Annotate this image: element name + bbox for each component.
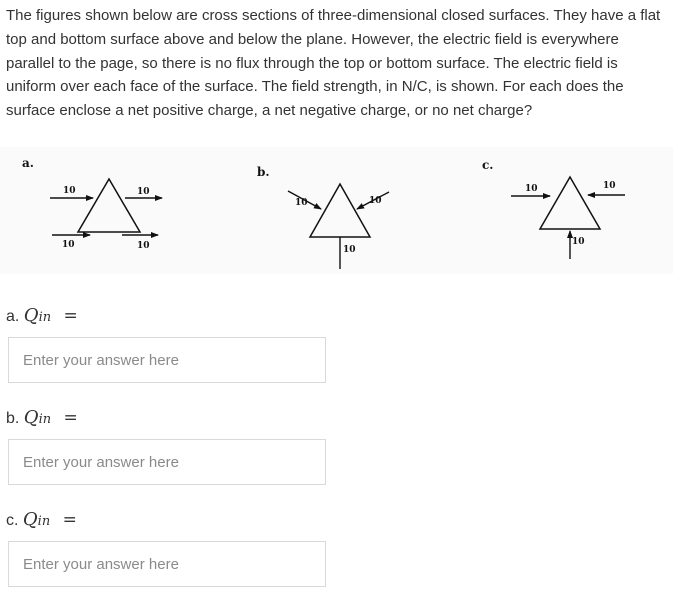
figure-a-value-top-right: 10 xyxy=(137,187,150,197)
answer-c-input[interactable] xyxy=(8,541,326,587)
figure-a-value-bottom-right: 10 xyxy=(137,241,150,251)
figure-c-value-bottom: 10 xyxy=(572,237,585,247)
question-text: The figures shown below are cross sections of three-dimensional closed surfaces. They have a flat top and bottom surface above and below the plane. However, the electric field is everywhere parallel to the page, so there is no flux through the top or bottom surface. The electric field is uniform over each face of the surface. The field strength, in N/C, is shown. For each does the surface enclose a net positive charge, a net negative charge, or no net charge? xyxy=(6,7,661,120)
answer-a-subscript: in xyxy=(38,310,52,325)
cross-section-figures xyxy=(0,147,673,274)
figure-a xyxy=(22,156,162,251)
answer-b-subscript: in xyxy=(38,412,52,427)
figure-c-label: c. xyxy=(482,158,494,172)
figure-b-label: b. xyxy=(257,165,270,179)
answer-b-label xyxy=(6,407,78,428)
answer-a-prefix: a. xyxy=(6,308,20,325)
figure-b-value-bottom: 10 xyxy=(343,245,356,255)
figure-a-triangle xyxy=(78,179,140,232)
figure-b xyxy=(257,165,389,269)
figure-panel xyxy=(0,147,673,274)
figure-c-triangle xyxy=(540,177,600,229)
answer-b-input[interactable] xyxy=(8,439,326,485)
figure-a-value-bottom-left: 10 xyxy=(62,240,75,250)
answer-a-symbol: Q xyxy=(23,305,39,326)
figure-a-value-top-left: 10 xyxy=(63,186,76,196)
answer-b-symbol: Q xyxy=(23,407,39,428)
figure-c xyxy=(482,158,625,259)
answer-c-label xyxy=(6,509,77,530)
figure-b-value-right: 10 xyxy=(369,196,382,206)
figure-c-value-right: 10 xyxy=(603,181,616,191)
answer-b-equals: = xyxy=(63,408,78,428)
answer-c-prefix: c. xyxy=(6,512,19,529)
answer-c-subscript: in xyxy=(37,514,51,529)
answer-a-input[interactable] xyxy=(8,337,326,383)
answer-a-label xyxy=(6,305,78,326)
answer-a-equals: = xyxy=(63,306,78,326)
figure-b-value-left: 10 xyxy=(295,198,308,208)
answer-c-symbol: Q xyxy=(22,509,38,530)
answer-b-prefix: b. xyxy=(6,410,20,427)
figure-a-label: a. xyxy=(22,156,34,170)
answer-c-equals: = xyxy=(62,510,77,530)
figure-c-value-left: 10 xyxy=(525,184,538,194)
figure-b-triangle xyxy=(310,184,370,237)
